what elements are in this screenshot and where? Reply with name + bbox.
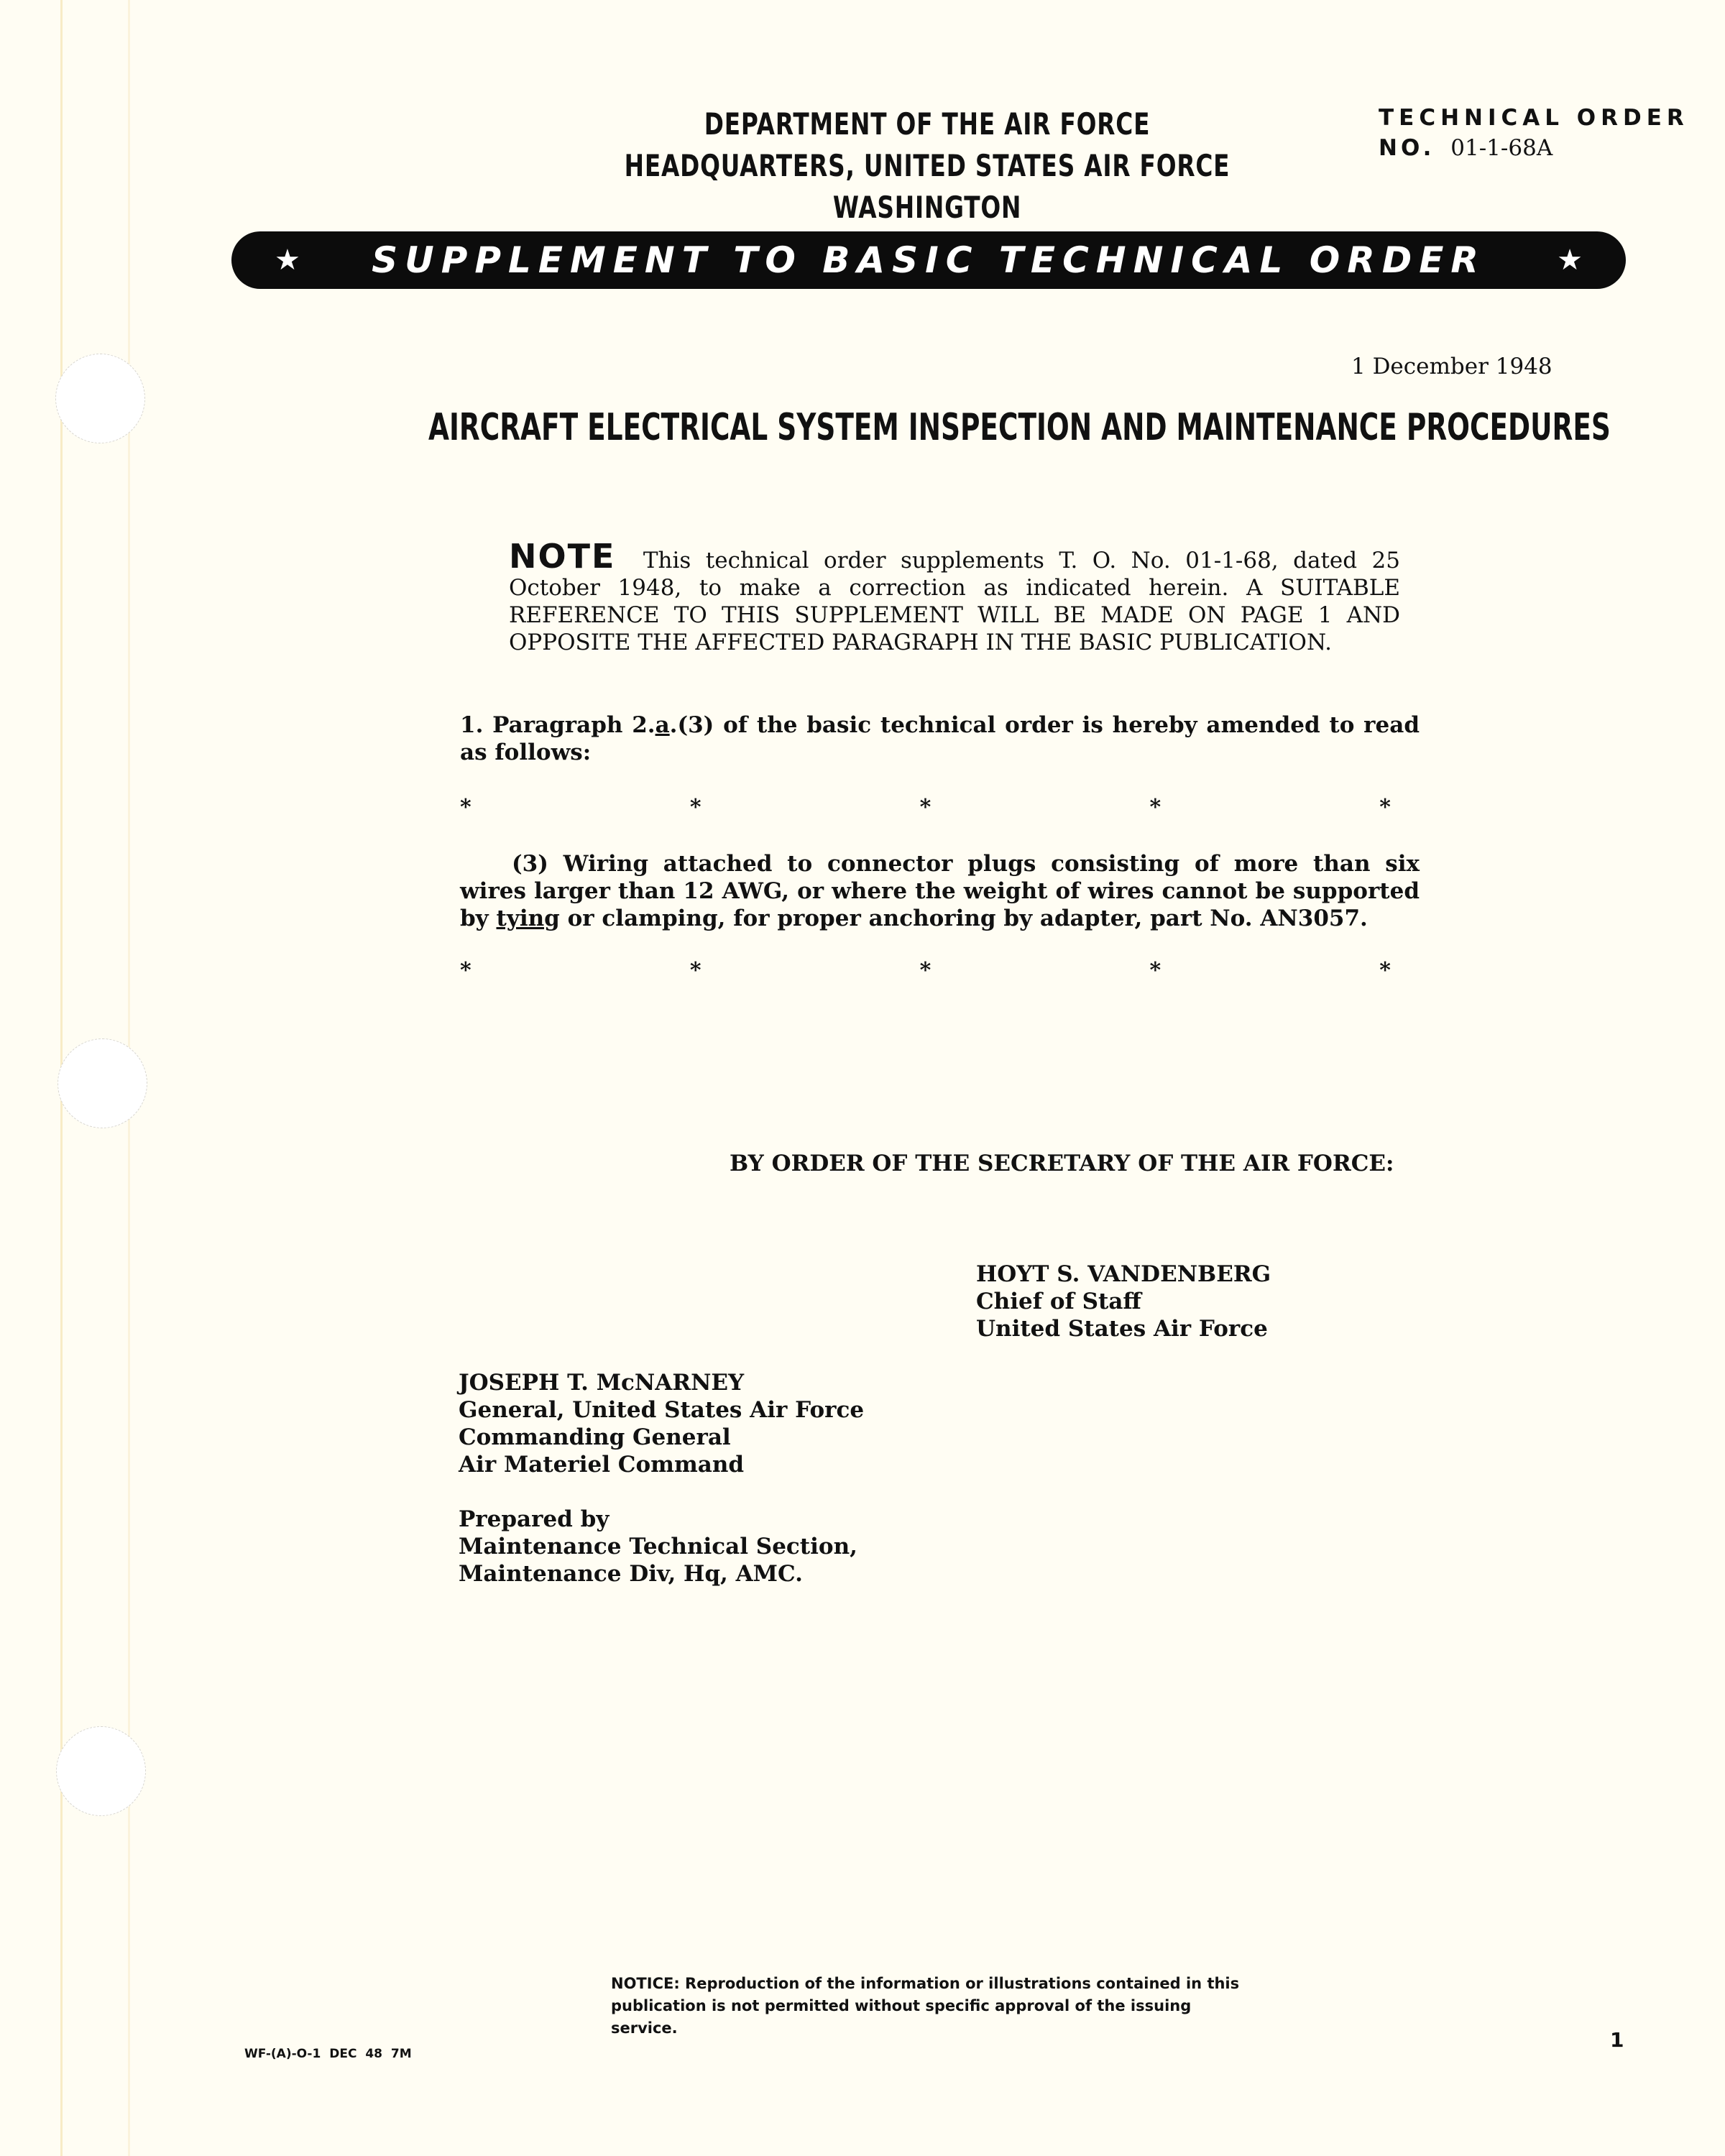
omission-asterisk: * [1149, 958, 1162, 983]
supplement-banner [231, 231, 1626, 289]
prepared-by-block [459, 1506, 857, 1588]
omission-marks [460, 795, 1391, 820]
amended-subparagraph [460, 850, 1420, 932]
omission-asterisk: * [460, 795, 472, 820]
star-icon: ★ [1557, 244, 1583, 277]
signature-block-official [459, 1369, 864, 1478]
prepared-by-section: Maintenance Technical Section, [459, 1534, 857, 1560]
subparagraph-label: (3) [512, 851, 548, 877]
department-line: DEPARTMENT OF THE AIR FORCE [704, 106, 1151, 142]
omission-asterisk: * [1379, 958, 1391, 983]
authority-line: BY ORDER OF THE SECRETARY OF THE AIR FORCE: [730, 1151, 1394, 1176]
issue-date: 1 December 1948 [1351, 354, 1552, 379]
closing-omission-marks [460, 958, 1391, 983]
page-number: 1 [1610, 2028, 1624, 2052]
document-title: AIRCRAFT ELECTRICAL SYSTEM INSPECTION AND MAINTENANCE PROCEDURES [428, 406, 1611, 449]
technical-order-id [1379, 105, 1689, 161]
reproduction-notice: NOTICE: Reproduction of the information or illustrations contained in this publication is not permitted without specific approval of the issuing service. [611, 1975, 1240, 2037]
signature-block-primary [976, 1261, 1271, 1342]
prepared-by-label: Prepared by [459, 1506, 610, 1532]
print-code: WF-(A)-O-1 DEC 48 7M [244, 2047, 412, 2061]
omission-asterisk: * [460, 958, 472, 983]
binder-punch-hole [58, 1038, 147, 1128]
note-reference-instruction: A SUITABLE REFERENCE TO THIS SUPPLEMENT WILL BE MADE ON PAGE 1 AND OPPOSITE THE AFFECTED PARAGRAPH IN THE BASIC PUBLICATION. [509, 575, 1401, 655]
omission-asterisk: * [689, 795, 702, 820]
technical-order-label: TECHNICAL ORDER [1379, 105, 1689, 131]
binder-punch-hole [56, 1726, 146, 1816]
star-icon: ★ [275, 244, 300, 277]
banner-title: SUPPLEMENT TO BASIC TECHNICAL ORDER [372, 239, 1486, 281]
omission-asterisk: * [919, 795, 932, 820]
amendment-intro-underlined: a [655, 712, 670, 738]
technical-order-number: 01-1-68A [1450, 135, 1553, 161]
subparagraph-underlined-word: tying [496, 906, 560, 931]
note-label: NOTE [509, 537, 616, 576]
prepared-by-division: Maintenance Div, Hq, AMC. [459, 1561, 803, 1587]
location-line: WASHINGTON [832, 190, 1022, 225]
subparagraph-text: Wiring attached to connector plugs consisting of more than six wires larger than 12 AWG, or where the weight of wires cannot be supported by [460, 851, 1420, 931]
official-command: Air Materiel Command [459, 1452, 745, 1478]
official-position: Commanding General [459, 1424, 731, 1450]
signatory-title: Chief of Staff [976, 1289, 1141, 1314]
amendment-paragraph [460, 711, 1420, 766]
amendment-number: 1. [460, 712, 484, 738]
binder-punch-hole [55, 354, 145, 443]
note-block [509, 537, 1401, 656]
omission-asterisk: * [919, 958, 932, 983]
amendment-intro-rest: .(3) of the basic technical order is hereby amended to read as follows: [460, 712, 1420, 765]
note-text: This technical order supplements T. O. No. 01-1-68, dated 25 October 1948, to make a correction as indicated herein. [509, 548, 1401, 601]
official-name: JOSEPH T. McNARNEY [459, 1370, 745, 1396]
signatory-name: HOYT S. VANDENBERG [976, 1261, 1271, 1287]
omission-asterisk: * [1149, 795, 1162, 820]
headquarters-line: HEADQUARTERS, UNITED STATES AIR FORCE [624, 148, 1230, 183]
omission-asterisk: * [1379, 795, 1391, 820]
technical-order-number-prefix: NO. [1379, 135, 1435, 161]
omission-asterisk: * [689, 958, 702, 983]
amendment-intro: Paragraph 2. [492, 712, 656, 738]
official-rank: General, United States Air Force [459, 1397, 865, 1423]
technical-order-number-line [1379, 135, 1689, 161]
signatory-organization: United States Air Force [976, 1316, 1268, 1342]
subparagraph-text-end: or clamping, for proper anchoring by adapter, part No. AN3057. [567, 906, 1368, 931]
